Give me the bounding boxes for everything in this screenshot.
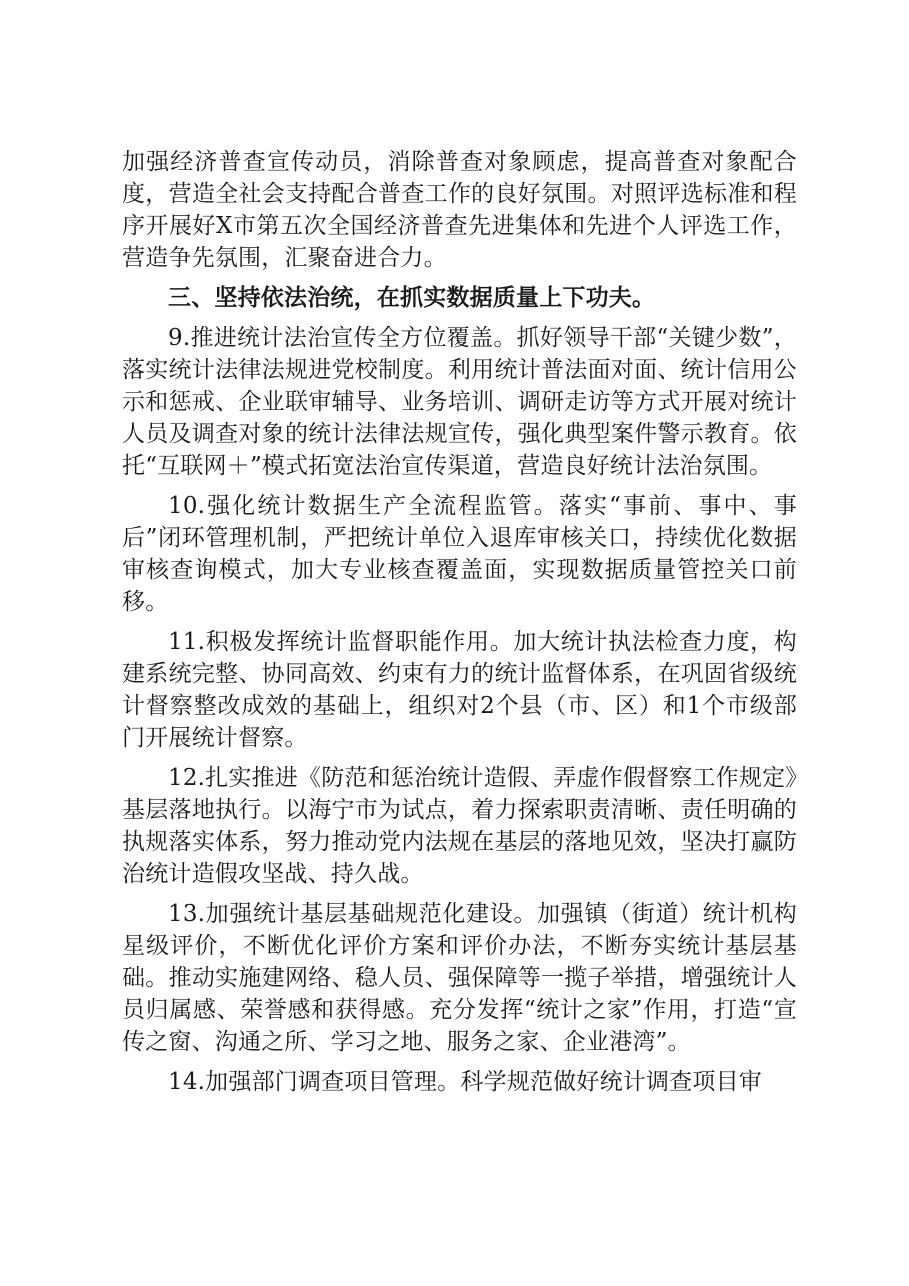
paragraph-item-10: 10.强化统计数据生产全流程监管。落实“事前、事中、事后”闭环管理机制，严把统计单位入退库审核关口，持续优化数据审核查询模式，加大专业核查覆盖面，实现数据质量管控关口前移。 xyxy=(122,493,797,615)
paragraph-item-11: 11.积极发挥统计监督职能作用。加大统计执法检查力度，构建系统完整、协同高效、约束有力的统计监督体系，在巩固省级统计督察整改成效的基础上，组织对2个县（市、区）和1个市级部门开展统计督察。 xyxy=(122,629,797,751)
paragraph-item-12: 12.扎实推进《防范和惩治统计造假、弄虚作假督察工作规定》基层落地执行。以海宁市为试点，着力探索职责清晰、责任明确的执规落实体系，努力推动党内法规在基层的落地见效，坚决打赢防治统计造假攻坚战、持久战。 xyxy=(122,765,797,887)
paragraph-item-13: 13.加强统计基层基础规范化建设。加强镇（街道）统计机构星级评价，不断优化评价方案和评价办法，不断夯实统计基层基础。推动实施建网络、稳人员、强保障等一揽子举措，增强统计人员归属感、荣誉感和获得感。充分发挥“统计之家”作用，打造“宣传之窗、沟通之所、学习之地、服务之家、企业港湾”。 xyxy=(122,901,797,1055)
document-body xyxy=(122,146,797,1106)
section-heading: 三、坚持依法治统，在抓实数据质量上下功夫。 xyxy=(168,285,656,311)
paragraph-item-14: 14.加强部门调查项目管理。科学规范做好统计调查项目审 xyxy=(168,1069,762,1095)
paragraph-item-9: 9.推进统计法治宣传全方位覆盖。抓好领导干部“关键少数”，落实统计法律法规进党校制度。利用统计普法面对面、统计信用公示和惩戒、企业联审辅导、业务培训、调研走访等方式开展对统计人员及调查对象的统计法律法规宣传，强化典型案件警示教育。依托“互联网＋”模式拓宽法治宣传渠道，营造良好统计法治氛围。 xyxy=(122,325,797,479)
paragraph-continuation: 加强经济普查宣传动员，消除普查对象顾虑，提高普查对象配合度，营造全社会支持配合普查工作的良好氛围。对照评选标准和程序开展好X市第五次全国经济普查先进集体和先进个人评选工作，营造争先氛围，汇聚奋进合力。 xyxy=(122,149,797,271)
